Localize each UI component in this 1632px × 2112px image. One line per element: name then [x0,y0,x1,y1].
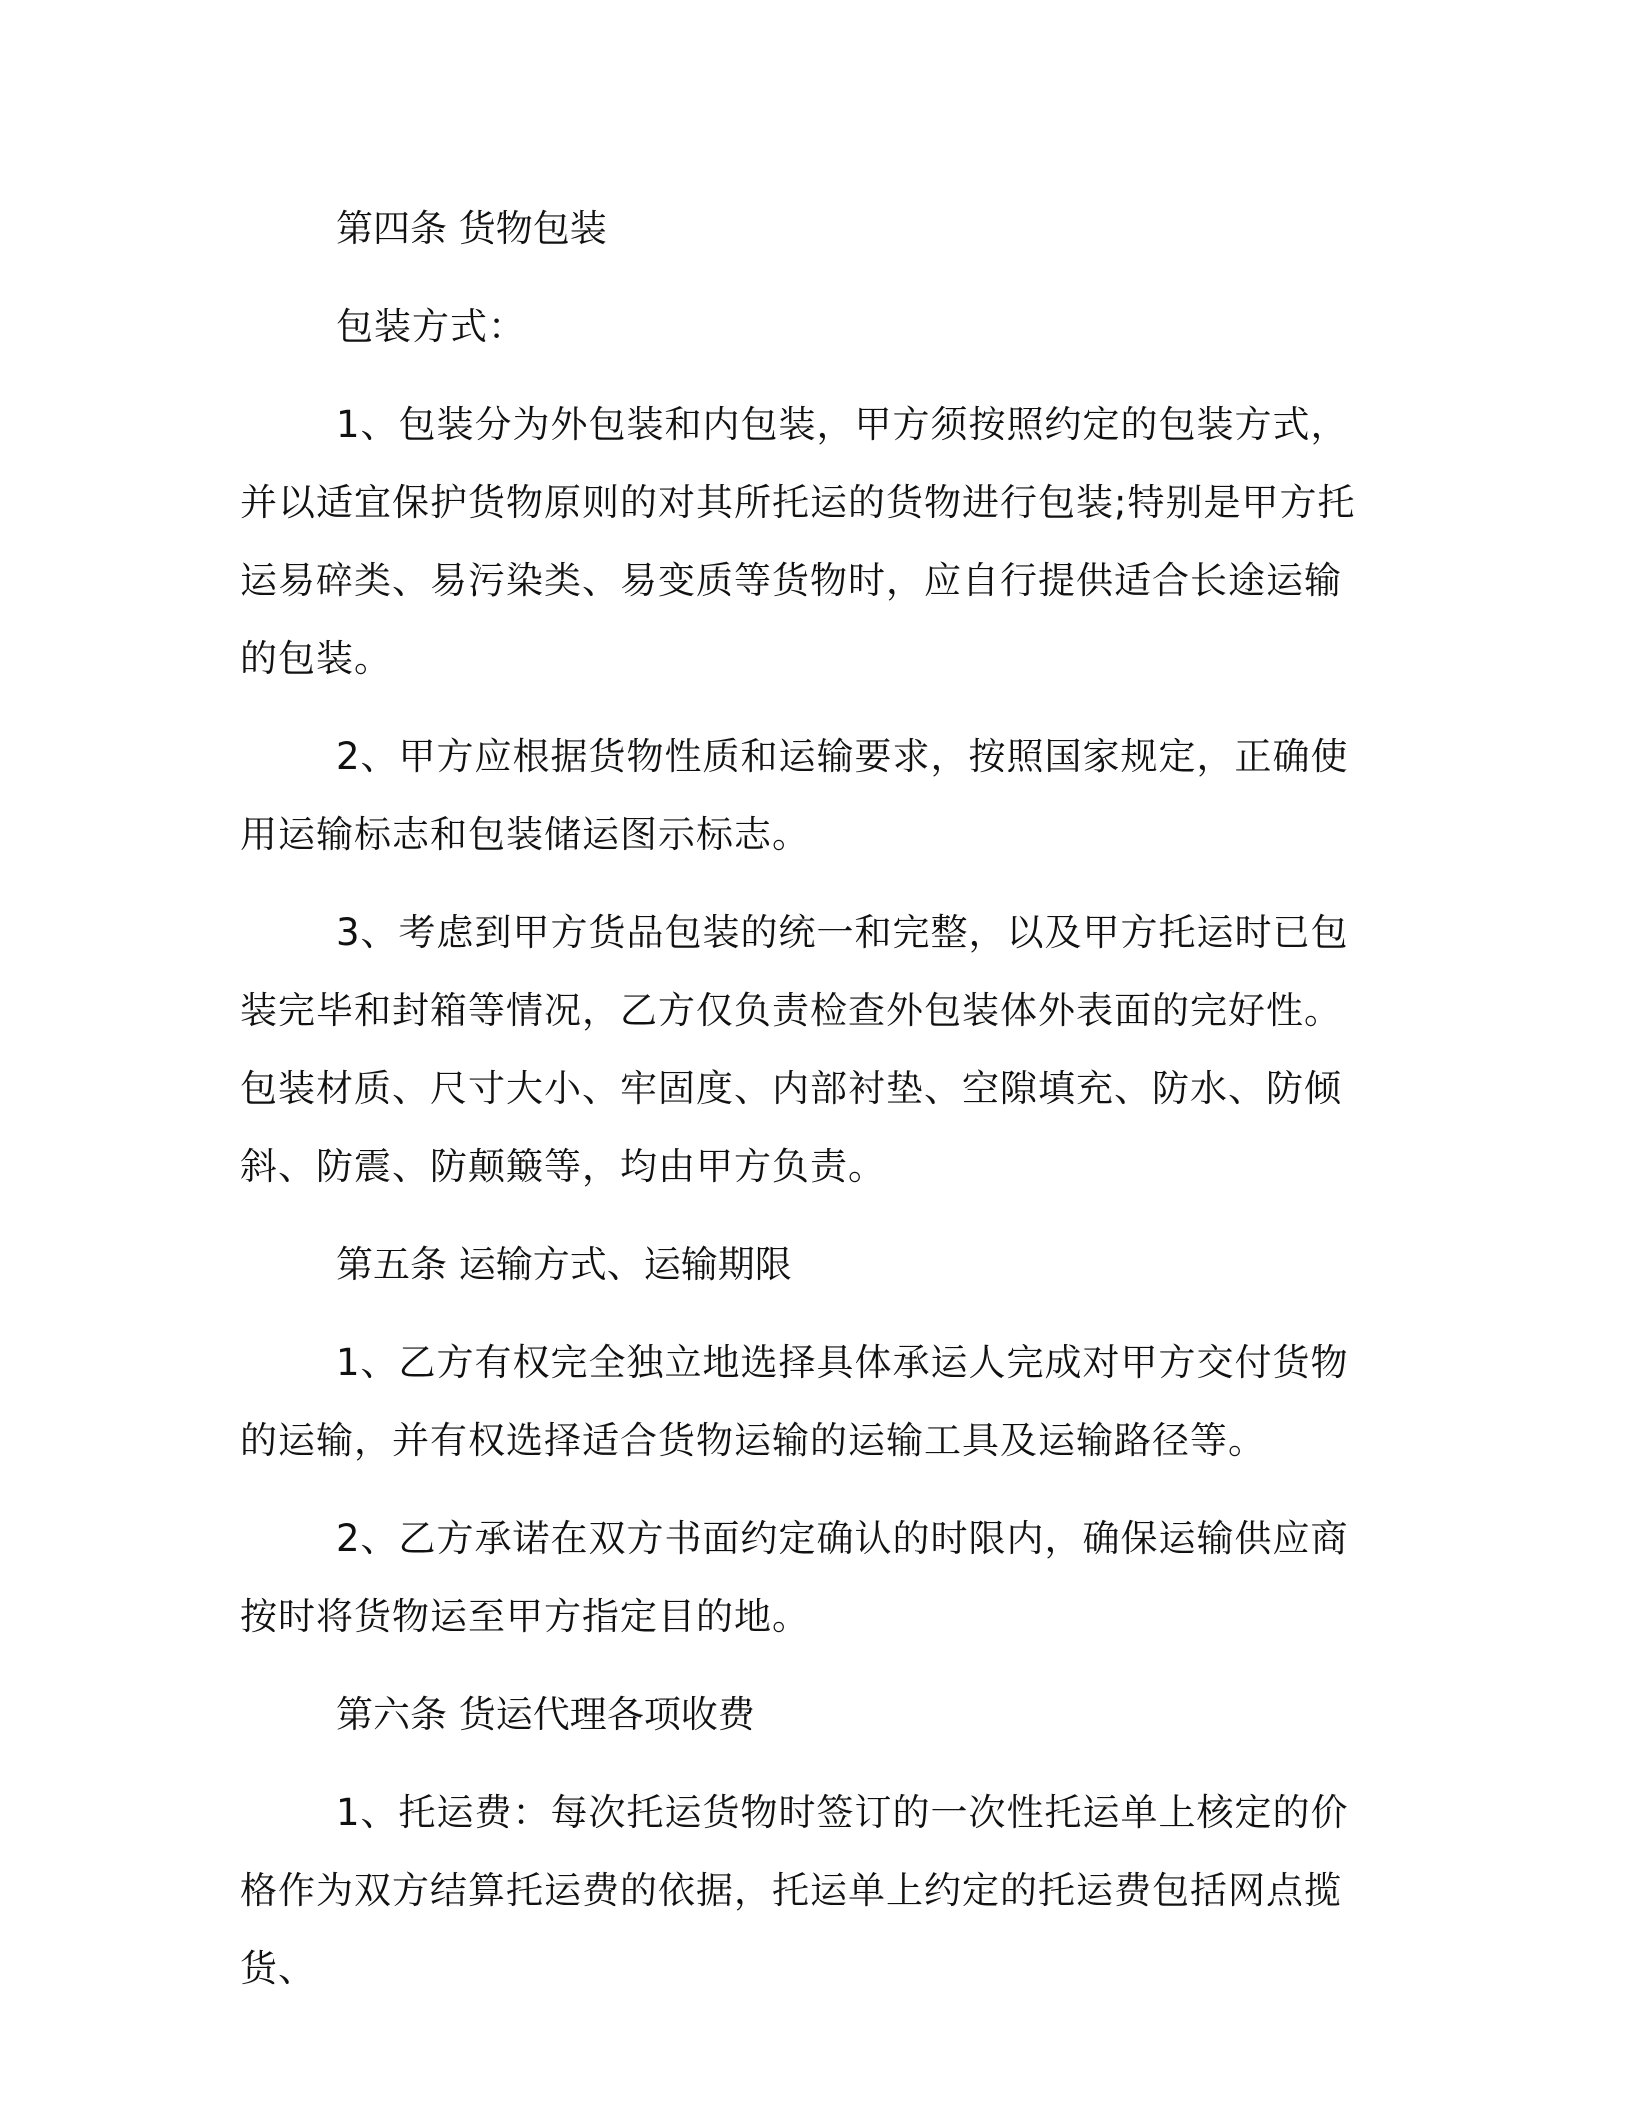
document-body [240,190,1370,2028]
article-4-heading: 第四条 货物包装 [336,207,607,250]
article-4-clause-2: 2、甲方应根据货物性质和运输要求，按照国家规定，正确使用运输标志和包装储运图示标志。 [240,735,1349,856]
article-5-clause-1: 1、乙方有权完全独立地选择具体承运人完成对甲方交付货物的运输，并有权选择适合货物运输的运输工具及运输路径等。 [240,1341,1349,1462]
article-4-clause-1: 1、包装分为外包装和内包装，甲方须按照约定的包装方式，并以适宜保护货物原则的对其所托运的货物进行包装;特别是甲方托运易碎类、易污染类、易变质等货物时，应自行提供适合长途运输的包装。 [240,403,1356,680]
article-5-clause-2: 2、乙方承诺在双方书面约定确认的时限内，确保运输供应商按时将货物运至甲方指定目的地。 [240,1517,1349,1638]
article-6-heading: 第六条 货运代理各项收费 [336,1693,755,1736]
packaging-method-label: 包装方式： [336,305,526,348]
article-5-heading: 第五条 运输方式、运输期限 [336,1243,792,1286]
article-4-clause-3: 3、考虑到甲方货品包装的统一和完整，以及甲方托运时已包装完毕和封箱等情况，乙方仅负责检查外包装体外表面的完好性。包装材质、尺寸大小、牢固度、内部衬垫、空隙填充、防水、防倾斜、防震、防颠簸等，均由甲方负责。 [240,911,1349,1188]
article-6-clause-1: 1、托运费：每次托运货物时签订的一次性托运单上核定的价格作为双方结算托运费的依据，托运单上约定的托运费包括网点揽货、 [240,1791,1349,1990]
